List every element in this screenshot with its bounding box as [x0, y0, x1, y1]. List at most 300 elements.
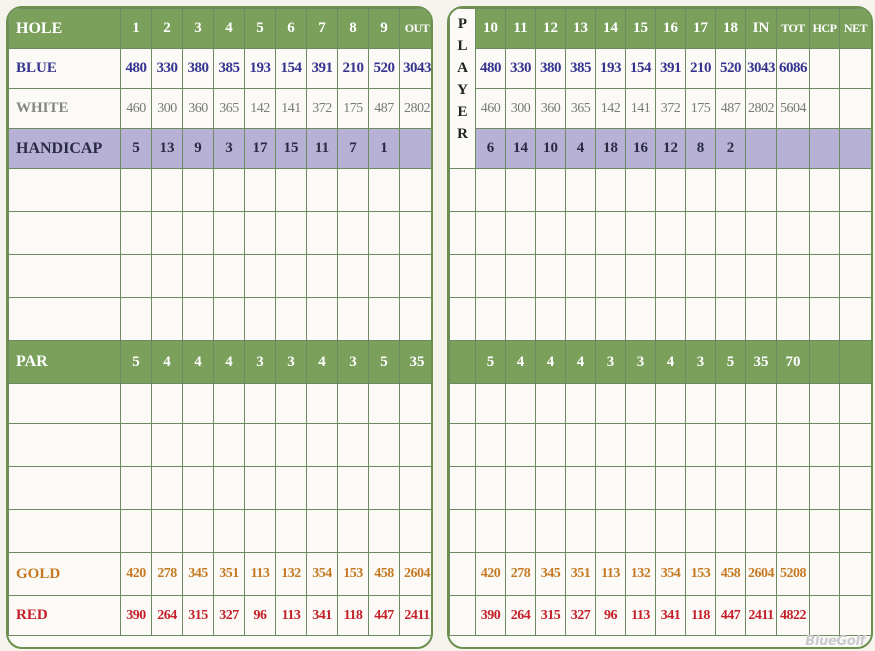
hcp-cell[interactable]: [810, 49, 840, 89]
score-cell[interactable]: [152, 298, 183, 341]
score-cell[interactable]: [121, 510, 152, 553]
score-cell[interactable]: [656, 169, 686, 212]
score-cell[interactable]: [214, 510, 245, 553]
score-cell[interactable]: [506, 424, 536, 467]
score-cell[interactable]: [307, 212, 338, 255]
score-cell[interactable]: [686, 255, 716, 298]
score-cell[interactable]: [626, 384, 656, 424]
blue-value: 391: [307, 49, 338, 89]
score-cell[interactable]: [626, 467, 656, 510]
gold-value: 420: [121, 553, 152, 596]
hole-number: 4: [214, 9, 245, 49]
white-value: 300: [152, 89, 183, 129]
score-cell[interactable]: [626, 298, 656, 341]
hcp-cell[interactable]: [810, 89, 840, 129]
hcp-cell[interactable]: [810, 596, 840, 636]
score-cell[interactable]: [450, 510, 476, 553]
red-row: [9, 596, 434, 636]
handicap-value: 7: [338, 129, 369, 169]
red-value: 390: [121, 596, 152, 636]
gold-value: 351: [214, 553, 245, 596]
score-cell[interactable]: [810, 298, 840, 341]
score-cell[interactable]: [840, 298, 872, 341]
white-value: 142: [596, 89, 626, 129]
score-cell[interactable]: [840, 384, 872, 424]
blue-value: 193: [596, 49, 626, 89]
gold-value: 132: [626, 553, 656, 596]
score-cell[interactable]: [338, 255, 369, 298]
score-cell[interactable]: [276, 169, 307, 212]
score-cell[interactable]: [746, 169, 777, 212]
score-cell[interactable]: [536, 510, 566, 553]
score-cell[interactable]: [450, 169, 476, 212]
player-name-cell[interactable]: [9, 424, 121, 467]
score-cell[interactable]: [152, 424, 183, 467]
score-cell[interactable]: [596, 169, 626, 212]
hole-number: 6: [276, 9, 307, 49]
white-value: 487: [369, 89, 400, 129]
score-cell[interactable]: [716, 212, 746, 255]
hole-number: 17: [686, 9, 716, 49]
gold-value: 458: [369, 553, 400, 596]
out-label: OUT: [400, 9, 434, 49]
par-row: [450, 341, 872, 384]
handicap-value: 8: [686, 129, 716, 169]
score-cell[interactable]: [810, 424, 840, 467]
score-cell[interactable]: [121, 212, 152, 255]
blue-value: 385: [214, 49, 245, 89]
player-name-cell[interactable]: [9, 298, 121, 341]
score-cell[interactable]: [840, 510, 872, 553]
score-cell[interactable]: [214, 212, 245, 255]
score-cell[interactable]: [307, 467, 338, 510]
score-cell[interactable]: [245, 510, 276, 553]
score-cell[interactable]: [626, 212, 656, 255]
score-cell[interactable]: [746, 467, 777, 510]
score-cell[interactable]: [369, 169, 400, 212]
score-cell[interactable]: [656, 298, 686, 341]
white-grand-total: 5604: [777, 89, 810, 129]
gold-grand-total: 5208: [777, 553, 810, 596]
blue-in-total: 3043: [746, 49, 777, 89]
handicap-value: 3: [214, 129, 245, 169]
score-cell[interactable]: [686, 384, 716, 424]
score-cell[interactable]: [626, 510, 656, 553]
hole-number: 14: [596, 9, 626, 49]
score-cell[interactable]: [369, 255, 400, 298]
score-cell[interactable]: [746, 510, 777, 553]
score-cell[interactable]: [450, 212, 476, 255]
score-cell[interactable]: [450, 255, 476, 298]
score-cell[interactable]: [596, 212, 626, 255]
score-cell[interactable]: [214, 424, 245, 467]
score-cell[interactable]: [506, 298, 536, 341]
score-cell[interactable]: [656, 510, 686, 553]
net-cell[interactable]: [840, 49, 872, 89]
handicap-value: 4: [566, 129, 596, 169]
score-cell[interactable]: [245, 212, 276, 255]
blue-value: 210: [686, 49, 716, 89]
score-cell[interactable]: [307, 298, 338, 341]
player-score-row: [9, 255, 434, 298]
score-cell[interactable]: [506, 510, 536, 553]
score-cell[interactable]: [214, 298, 245, 341]
red-row: [450, 596, 872, 636]
score-cell[interactable]: [506, 384, 536, 424]
score-cell[interactable]: [245, 424, 276, 467]
score-cell[interactable]: [536, 467, 566, 510]
score-cell[interactable]: [746, 384, 777, 424]
front-nine-table: [8, 8, 433, 636]
score-cell[interactable]: [276, 212, 307, 255]
score-cell[interactable]: [686, 169, 716, 212]
score-cell[interactable]: [626, 424, 656, 467]
score-cell[interactable]: [214, 169, 245, 212]
score-cell[interactable]: [777, 467, 810, 510]
score-cell[interactable]: [476, 212, 506, 255]
score-cell[interactable]: [596, 424, 626, 467]
red-value: 96: [596, 596, 626, 636]
score-cell[interactable]: [476, 169, 506, 212]
white-row: [9, 89, 434, 129]
score-cell[interactable]: [183, 298, 214, 341]
score-cell[interactable]: [307, 255, 338, 298]
score-cell[interactable]: [121, 255, 152, 298]
score-cell[interactable]: [183, 424, 214, 467]
score-cell[interactable]: [656, 255, 686, 298]
handicap-value: 1: [369, 129, 400, 169]
score-cell[interactable]: [276, 467, 307, 510]
blue-value: 391: [656, 49, 686, 89]
score-cell[interactable]: [183, 212, 214, 255]
score-cell[interactable]: [400, 255, 434, 298]
par-value: 3: [245, 341, 276, 384]
player-name-cell[interactable]: [9, 467, 121, 510]
score-cell[interactable]: [686, 298, 716, 341]
score-cell[interactable]: [245, 169, 276, 212]
score-cell[interactable]: [656, 467, 686, 510]
player-score-row: [450, 212, 872, 255]
score-cell[interactable]: [656, 424, 686, 467]
score-cell[interactable]: [566, 510, 596, 553]
score-cell[interactable]: [152, 384, 183, 424]
hcp-cell[interactable]: [810, 341, 840, 384]
score-cell[interactable]: [121, 298, 152, 341]
score-cell[interactable]: [476, 298, 506, 341]
score-cell[interactable]: [746, 255, 777, 298]
white-row: [450, 89, 872, 129]
score-cell[interactable]: [369, 510, 400, 553]
score-cell[interactable]: [716, 510, 746, 553]
score-cell[interactable]: [152, 169, 183, 212]
red-value: 113: [276, 596, 307, 636]
score-cell[interactable]: [596, 298, 626, 341]
white-value: 175: [686, 89, 716, 129]
score-cell[interactable]: [596, 510, 626, 553]
score-cell[interactable]: [276, 424, 307, 467]
score-cell[interactable]: [183, 467, 214, 510]
score-cell[interactable]: [152, 510, 183, 553]
spacer-cell: [450, 553, 476, 596]
score-cell[interactable]: [476, 255, 506, 298]
score-cell[interactable]: [338, 384, 369, 424]
score-cell[interactable]: [810, 510, 840, 553]
score-cell[interactable]: [338, 424, 369, 467]
score-cell[interactable]: [716, 467, 746, 510]
net-cell[interactable]: [840, 596, 872, 636]
score-cell[interactable]: [245, 467, 276, 510]
par-value: 4: [152, 341, 183, 384]
gold-value: 354: [656, 553, 686, 596]
score-cell[interactable]: [400, 384, 434, 424]
score-cell[interactable]: [214, 467, 245, 510]
score-cell[interactable]: [840, 255, 872, 298]
red-value: 327: [214, 596, 245, 636]
gold-value: 278: [152, 553, 183, 596]
spacer-cell: [450, 596, 476, 636]
score-cell[interactable]: [152, 467, 183, 510]
player-score-row: [450, 510, 872, 553]
gold-value: 132: [276, 553, 307, 596]
score-cell[interactable]: [810, 467, 840, 510]
score-cell[interactable]: [400, 510, 434, 553]
score-cell[interactable]: [566, 384, 596, 424]
score-cell[interactable]: [369, 467, 400, 510]
score-cell[interactable]: [566, 212, 596, 255]
score-cell[interactable]: [400, 212, 434, 255]
player-name-cell[interactable]: [9, 255, 121, 298]
gold-value: 458: [716, 553, 746, 596]
score-cell[interactable]: [450, 298, 476, 341]
score-cell[interactable]: [307, 424, 338, 467]
score-cell[interactable]: [152, 212, 183, 255]
score-cell[interactable]: [450, 384, 476, 424]
score-cell[interactable]: [276, 255, 307, 298]
red-value: 447: [369, 596, 400, 636]
score-cell[interactable]: [369, 298, 400, 341]
player-name-cell[interactable]: [9, 212, 121, 255]
white-value: 360: [536, 89, 566, 129]
gold-value: 420: [476, 553, 506, 596]
score-cell[interactable]: [307, 510, 338, 553]
score-cell[interactable]: [810, 384, 840, 424]
score-cell[interactable]: [716, 298, 746, 341]
handicap-row: [9, 129, 434, 169]
red-value: 113: [626, 596, 656, 636]
score-cell[interactable]: [716, 384, 746, 424]
blue-value: 480: [476, 49, 506, 89]
score-cell[interactable]: [536, 212, 566, 255]
score-cell[interactable]: [183, 255, 214, 298]
handicap-value: 10: [536, 129, 566, 169]
score-cell[interactable]: [338, 298, 369, 341]
blue-value: 380: [536, 49, 566, 89]
blue-label: BLUE: [9, 49, 121, 89]
red-value: 118: [338, 596, 369, 636]
score-cell[interactable]: [369, 424, 400, 467]
player-name-cell[interactable]: [9, 510, 121, 553]
score-cell[interactable]: [307, 384, 338, 424]
score-cell[interactable]: [596, 467, 626, 510]
white-value: 372: [307, 89, 338, 129]
player-letter: A: [457, 60, 468, 76]
score-cell[interactable]: [450, 467, 476, 510]
red-in-total: 2411: [746, 596, 777, 636]
score-cell[interactable]: [338, 510, 369, 553]
score-cell[interactable]: [840, 467, 872, 510]
score-cell[interactable]: [716, 255, 746, 298]
score-cell[interactable]: [746, 298, 777, 341]
score-cell[interactable]: [656, 212, 686, 255]
hcp-cell[interactable]: [810, 129, 840, 169]
hole-number: 8: [338, 9, 369, 49]
red-value: 315: [183, 596, 214, 636]
score-cell[interactable]: [476, 424, 506, 467]
score-cell[interactable]: [536, 298, 566, 341]
score-cell[interactable]: [566, 255, 596, 298]
hcp-label: HCP: [810, 9, 840, 49]
score-cell[interactable]: [840, 169, 872, 212]
score-cell[interactable]: [400, 467, 434, 510]
score-cell[interactable]: [746, 212, 777, 255]
score-cell[interactable]: [746, 424, 777, 467]
score-cell[interactable]: [777, 169, 810, 212]
red-value: 118: [686, 596, 716, 636]
hole-label: HOLE: [9, 9, 121, 49]
score-cell[interactable]: [626, 169, 656, 212]
score-cell[interactable]: [536, 169, 566, 212]
score-cell[interactable]: [400, 424, 434, 467]
par-value: 4: [214, 341, 245, 384]
score-cell[interactable]: [276, 510, 307, 553]
score-cell[interactable]: [840, 212, 872, 255]
net-cell[interactable]: [840, 89, 872, 129]
score-cell[interactable]: [686, 212, 716, 255]
score-cell[interactable]: [369, 212, 400, 255]
white-out-total: 2802: [400, 89, 434, 129]
player-name-cell[interactable]: [9, 169, 121, 212]
score-cell[interactable]: [450, 424, 476, 467]
gold-value: 153: [686, 553, 716, 596]
score-cell[interactable]: [626, 255, 656, 298]
score-cell[interactable]: [536, 384, 566, 424]
white-value: 175: [338, 89, 369, 129]
net-cell[interactable]: [840, 129, 872, 169]
blue-row: [450, 49, 872, 89]
hole-number: 11: [506, 9, 536, 49]
score-cell[interactable]: [506, 467, 536, 510]
score-cell[interactable]: [476, 510, 506, 553]
score-cell[interactable]: [810, 212, 840, 255]
score-cell[interactable]: [476, 467, 506, 510]
par-value: 4: [656, 341, 686, 384]
score-cell[interactable]: [596, 255, 626, 298]
hcp-cell[interactable]: [810, 553, 840, 596]
score-cell[interactable]: [536, 424, 566, 467]
score-cell[interactable]: [506, 169, 536, 212]
score-cell[interactable]: [777, 255, 810, 298]
score-cell[interactable]: [840, 424, 872, 467]
net-cell[interactable]: [840, 341, 872, 384]
score-cell[interactable]: [400, 169, 434, 212]
net-cell[interactable]: [840, 553, 872, 596]
score-cell[interactable]: [183, 510, 214, 553]
score-cell[interactable]: [121, 467, 152, 510]
score-cell[interactable]: [338, 467, 369, 510]
score-cell[interactable]: [686, 424, 716, 467]
white-value: 487: [716, 89, 746, 129]
score-cell[interactable]: [183, 384, 214, 424]
score-cell[interactable]: [307, 169, 338, 212]
red-label: RED: [9, 596, 121, 636]
handicap-row: [450, 129, 872, 169]
score-cell[interactable]: [245, 298, 276, 341]
hole-number: 3: [183, 9, 214, 49]
score-cell[interactable]: [566, 298, 596, 341]
score-cell[interactable]: [369, 384, 400, 424]
score-cell[interactable]: [777, 424, 810, 467]
score-cell[interactable]: [777, 298, 810, 341]
score-cell[interactable]: [716, 169, 746, 212]
score-cell[interactable]: [476, 384, 506, 424]
score-cell[interactable]: [716, 424, 746, 467]
player-score-row: [9, 467, 434, 510]
par-out-total: 35: [400, 341, 434, 384]
score-cell[interactable]: [506, 212, 536, 255]
player-name-cell[interactable]: [9, 384, 121, 424]
score-cell[interactable]: [276, 384, 307, 424]
score-cell[interactable]: [686, 467, 716, 510]
score-cell[interactable]: [596, 384, 626, 424]
score-cell[interactable]: [566, 424, 596, 467]
score-cell[interactable]: [400, 298, 434, 341]
score-cell[interactable]: [121, 169, 152, 212]
score-cell[interactable]: [777, 384, 810, 424]
handicap-value: 6: [476, 129, 506, 169]
score-cell[interactable]: [276, 298, 307, 341]
score-cell[interactable]: [214, 384, 245, 424]
score-cell[interactable]: [121, 384, 152, 424]
score-cell[interactable]: [245, 255, 276, 298]
score-cell[interactable]: [121, 424, 152, 467]
player-score-row: [450, 424, 872, 467]
score-cell[interactable]: [183, 169, 214, 212]
white-value: 360: [183, 89, 214, 129]
score-cell[interactable]: [810, 255, 840, 298]
blue-value: 154: [276, 49, 307, 89]
score-cell[interactable]: [777, 510, 810, 553]
score-cell[interactable]: [152, 255, 183, 298]
score-cell[interactable]: [214, 255, 245, 298]
score-cell[interactable]: [506, 255, 536, 298]
spacer-cell: [450, 341, 476, 384]
white-value: 141: [276, 89, 307, 129]
score-cell[interactable]: [656, 384, 686, 424]
player-letter: L: [457, 38, 468, 54]
par-label: PAR: [9, 341, 121, 384]
score-cell[interactable]: [338, 212, 369, 255]
score-cell[interactable]: [536, 255, 566, 298]
score-cell[interactable]: [245, 384, 276, 424]
score-cell[interactable]: [338, 169, 369, 212]
score-cell[interactable]: [810, 169, 840, 212]
hole-number: 16: [656, 9, 686, 49]
score-cell[interactable]: [566, 169, 596, 212]
score-cell[interactable]: [686, 510, 716, 553]
score-cell[interactable]: [777, 212, 810, 255]
score-cell[interactable]: [566, 467, 596, 510]
par-value: 4: [566, 341, 596, 384]
